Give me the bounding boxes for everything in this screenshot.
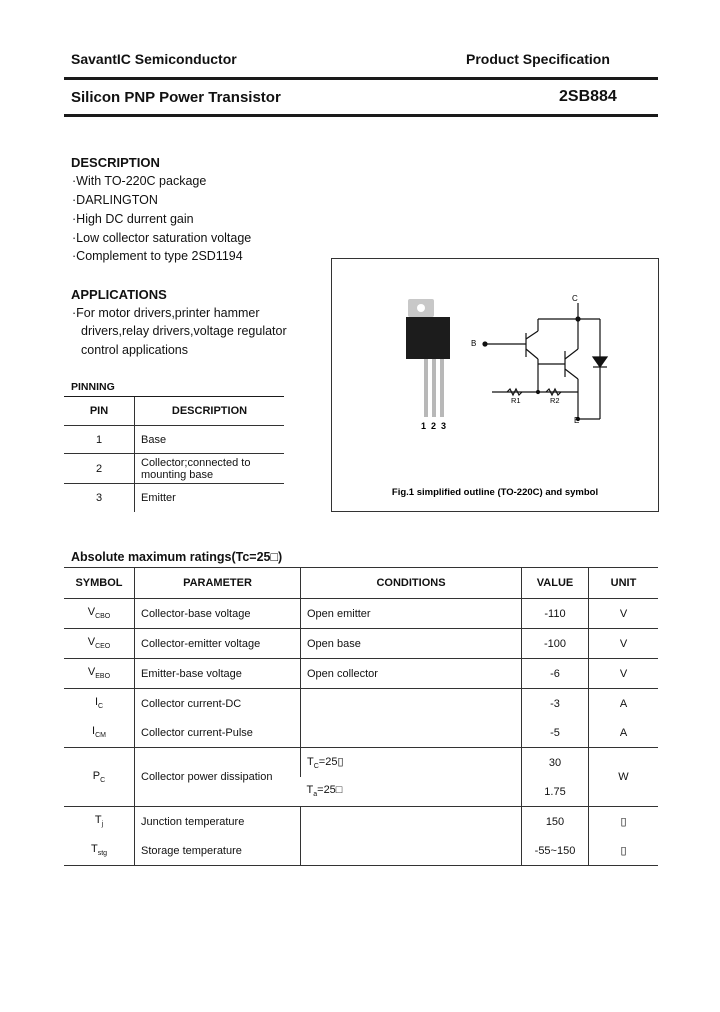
rating-row	[64, 748, 658, 778]
rating-value: -100	[522, 629, 589, 659]
ratings-table	[64, 567, 658, 866]
rating-parameter: Collector current-Pulse	[135, 718, 301, 748]
rating-parameter: Storage temperature	[135, 836, 301, 866]
rating-condition	[301, 836, 522, 866]
rating-condition: $T_a=25□$	[306, 784, 343, 799]
rating-parameter: Collector-emitter voltage	[135, 629, 301, 659]
rating-unit: A	[589, 689, 659, 719]
rating-row	[64, 629, 658, 659]
pinning-table	[64, 397, 284, 512]
rating-condition: Open base	[301, 629, 522, 659]
description-item: ·Low collector saturation voltage	[72, 231, 252, 245]
pinning-title: PINNING	[71, 381, 115, 393]
conditions-header: CONDITIONS	[301, 568, 522, 599]
package-and-symbol	[332, 259, 658, 511]
r1-label: R1	[511, 396, 521, 405]
description-item: ·High DC durrent gain	[72, 212, 194, 226]
rating-symbol: $I_{CM}$	[92, 725, 106, 740]
symbol-header: SYMBOL	[75, 577, 123, 589]
product-title: Silicon PNP Power Transistor	[71, 89, 281, 106]
header-rule-top	[64, 77, 658, 80]
rating-parameter: Collector power dissipation	[135, 748, 301, 807]
rating-row	[64, 836, 658, 866]
rating-value: -5	[522, 718, 589, 748]
rating-value: -6	[522, 659, 589, 689]
rating-row	[64, 718, 658, 748]
pin-number: 3	[95, 491, 103, 504]
rating-parameter: Collector-base voltage	[135, 599, 301, 629]
rating-value: 30	[522, 748, 589, 778]
description-item: ·With TO-220C package	[72, 174, 207, 188]
figure-box	[331, 258, 659, 512]
pin-row	[64, 426, 284, 454]
applications-line: drivers,relay drivers,voltage regulator	[81, 324, 287, 338]
pin-row	[64, 454, 284, 484]
rating-symbol: $V_{EBO}$	[87, 666, 111, 681]
rating-parameter: Collector current-DC	[135, 689, 301, 719]
base-label: B	[471, 339, 477, 348]
rating-condition	[301, 807, 522, 837]
rating-unit: W	[589, 748, 659, 807]
rating-row	[64, 599, 658, 629]
rating-value: -3	[522, 689, 589, 719]
rating-parameter: Emitter-base voltage	[135, 659, 301, 689]
description-title: DESCRIPTION	[71, 155, 160, 170]
rating-condition: Open emitter	[301, 599, 522, 629]
rating-condition: $T_C=25▯$	[301, 748, 522, 778]
rating-row	[64, 689, 658, 719]
rating-symbol: $P_C$	[92, 769, 106, 785]
applications-line: ·For motor drivers,printer hammer	[72, 306, 260, 320]
rating-condition	[301, 689, 522, 719]
pin-number: 2	[95, 462, 103, 475]
unit-header: UNIT	[589, 568, 659, 599]
pin-numbers-label: 1 2 3	[421, 421, 447, 431]
rating-parameter: Junction temperature	[135, 807, 301, 837]
rating-condition	[301, 718, 522, 748]
doc-type: Product Specification	[466, 51, 610, 67]
rating-unit: V	[589, 599, 659, 629]
collector-label: C	[572, 294, 578, 303]
part-number: 2SB884	[559, 88, 617, 105]
rating-row	[64, 659, 658, 689]
pin-description: Emitter	[135, 484, 285, 512]
ratings-title: Absolute maximum ratings(Tc=25□)	[71, 550, 283, 564]
rating-value: 150	[522, 807, 589, 837]
rating-value: -55~150	[522, 836, 589, 866]
rating-value: 1.75	[522, 777, 589, 807]
pin-description: Base	[135, 426, 285, 454]
description-header: DESCRIPTION	[135, 397, 285, 426]
rating-symbol: $I_C$	[94, 696, 104, 711]
rating-row	[64, 807, 658, 837]
rating-value: -110	[522, 599, 589, 629]
company-name: SavantIC Semiconductor	[71, 51, 237, 67]
parameter-header: PARAMETER	[135, 568, 301, 599]
description-item: ·DARLINGTON	[72, 193, 158, 207]
value-header: VALUE	[522, 568, 589, 599]
rating-unit: V	[589, 659, 659, 689]
rating-symbol: $T_{stg}$	[90, 843, 108, 858]
figure-caption: Fig.1 simplified outline (TO-220C) and symbol	[391, 487, 599, 498]
darlington-symbol	[483, 303, 607, 421]
rating-unit: V	[589, 629, 659, 659]
rating-symbol: $T_j$	[94, 814, 104, 829]
applications-title: APPLICATIONS	[71, 287, 167, 302]
rating-symbol: $V_{CEO}$	[87, 636, 111, 651]
description-item: ·Complement to type 2SD1194	[72, 249, 243, 263]
pin-number: 1	[95, 433, 103, 446]
rating-symbol: $V_{CBO}$	[87, 606, 111, 621]
pin-description: Collector;connected to mounting base	[135, 454, 285, 484]
emitter-label: E	[574, 416, 580, 425]
r2-label: R2	[550, 396, 560, 405]
pin-header: PIN	[89, 405, 109, 417]
to220-package-image	[406, 299, 450, 417]
applications-line: control applications	[81, 343, 189, 357]
rating-unit: ▯	[589, 836, 659, 866]
header-rule-bottom	[64, 114, 658, 117]
rating-unit: ▯	[589, 807, 659, 837]
pin-row	[64, 484, 284, 512]
rating-condition: Open collector	[301, 659, 522, 689]
rating-unit: A	[589, 718, 659, 748]
